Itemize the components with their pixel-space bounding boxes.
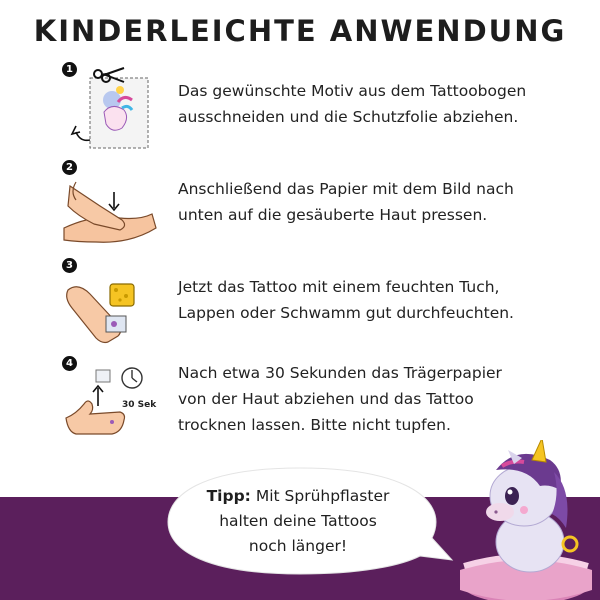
step-number: 4 xyxy=(62,356,77,371)
step-line: trocknen lassen. Bitte nicht tupfen. xyxy=(178,416,451,434)
tip-text xyxy=(188,484,408,559)
step-line: ausschneiden und die Schutzfolie abziehen. xyxy=(178,108,519,126)
step-number: 1 xyxy=(62,62,77,77)
step-number: 2 xyxy=(62,160,77,175)
tip-line-3: noch länger! xyxy=(248,537,348,555)
step-line: Das gewünschte Motiv aus dem Tattoobogen xyxy=(178,82,527,100)
timer-label: 30 Sek xyxy=(122,400,157,410)
step-line: unten auf die gesäuberte Haut pressen. xyxy=(178,206,488,224)
step-line: Nach etwa 30 Sekunden das Trägerpapier xyxy=(178,364,502,382)
tip-label: Tipp: xyxy=(206,487,251,505)
page-title: KINDERLEICHTE ANWENDUNG xyxy=(33,14,567,48)
tip-line-1: Mit Sprühpflaster xyxy=(255,487,390,505)
step-line: Jetzt das Tattoo mit einem feuchten Tuch, xyxy=(178,278,500,296)
step-line: Anschließend das Papier mit dem Bild nach xyxy=(178,180,514,198)
step-line: von der Haut abziehen und das Tattoo xyxy=(178,390,474,408)
step-line: Lappen oder Schwamm gut durchfeuchten. xyxy=(178,304,514,322)
tip-line-2: halten deine Tattoos xyxy=(219,512,377,530)
unicorn-mascot-icon xyxy=(440,440,600,600)
step-number: 3 xyxy=(62,258,77,273)
